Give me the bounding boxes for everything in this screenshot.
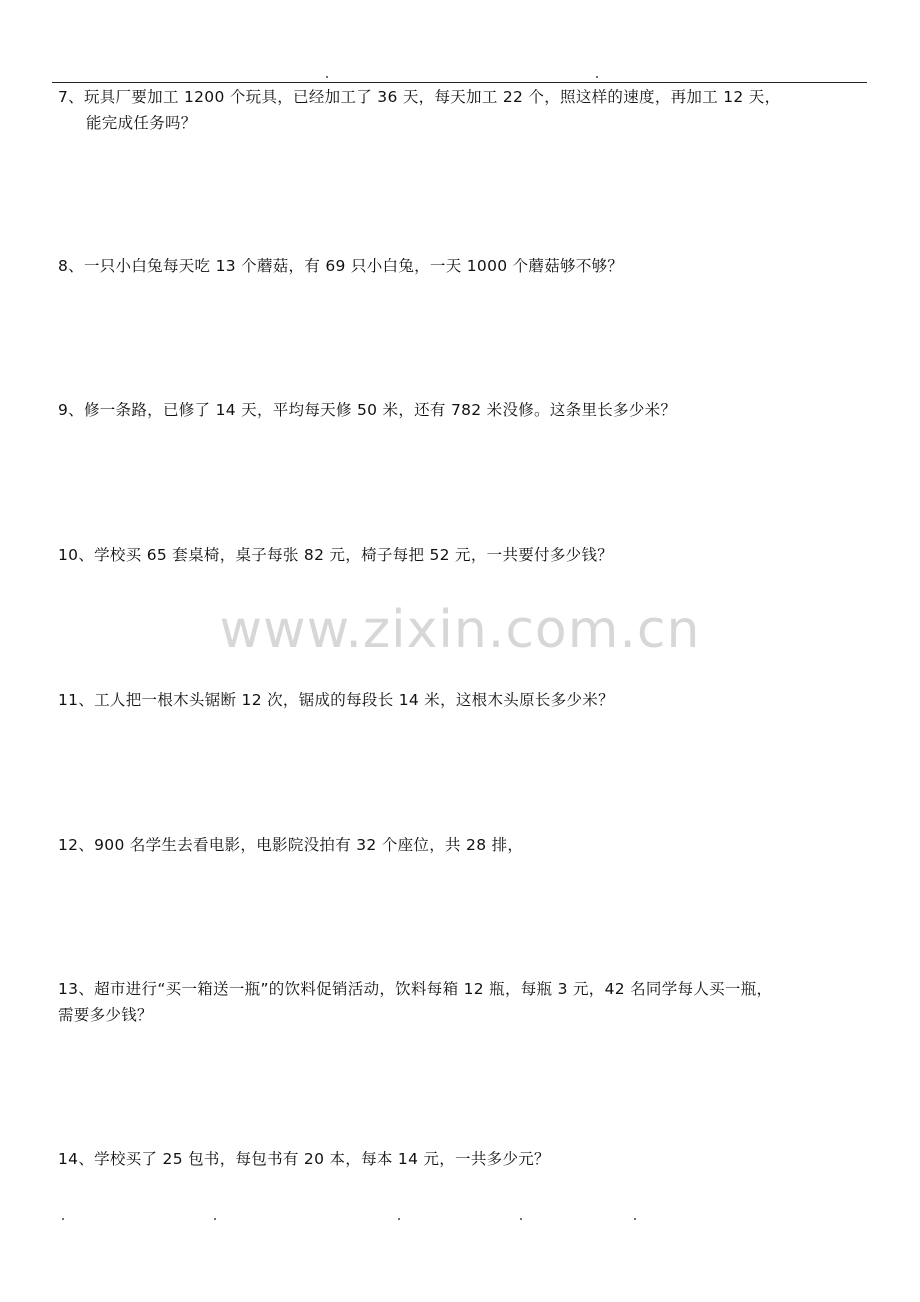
footer-dot: [62, 1218, 64, 1220]
question-10-text: 10、学校买 65 套桌椅，桌子每张 82 元，椅子每把 52 元，一共要付多少钱？: [58, 546, 614, 564]
question-11: [58, 687, 873, 713]
header-rule: [52, 82, 867, 83]
question-13-line2: 需要多少钱？: [58, 1006, 153, 1024]
question-14: [58, 1146, 873, 1172]
question-7: [58, 84, 873, 136]
question-7-line1: 7、玩具厂要加工 1200 个玩具，已经加工了 36 天，每天加工 22 个，照这样的速度，再加工 12 天，: [58, 88, 781, 106]
question-11-text: 11、工人把一根木头锯断 12 次，锯成的每段长 14 米，这根木头原长多少米？: [58, 691, 614, 709]
footer-dot: [634, 1218, 636, 1220]
question-10: [58, 542, 873, 568]
question-8: [58, 253, 873, 279]
watermark: www.zixin.com.cn: [219, 600, 701, 660]
footer-dot: [520, 1218, 522, 1220]
question-13: [58, 976, 873, 1028]
question-13-line1: 13、超市进行“买一箱送一瓶”的饮料促销活动，饮料每箱 12 瓶，每瓶 3 元，42 名同学每人买一瓶，: [58, 980, 773, 998]
question-12: [58, 832, 873, 858]
question-7-line2: 能完成任务吗？: [86, 114, 197, 132]
footer-dot: [398, 1218, 400, 1220]
question-8-text: 8、一只小白兔每天吃 13 个蘑菇，有 69 只小白兔，一天 1000 个蘑菇够不够？: [58, 257, 624, 275]
question-14-text: 14、学校买了 25 包书，每包书有 20 本，每本 14 元，一共多少元？: [58, 1150, 550, 1168]
question-9: [58, 397, 873, 423]
question-12-text: 12、900 名学生去看电影，电影院没拍有 32 个座位，共 28 排，: [58, 836, 524, 854]
header-dot: [596, 76, 598, 78]
footer-dot: [214, 1218, 216, 1220]
question-9-text: 9、修一条路，已修了 14 天，平均每天修 50 米，还有 782 米没修。这条里长多少米？: [58, 401, 677, 419]
header-dot: [326, 76, 328, 78]
